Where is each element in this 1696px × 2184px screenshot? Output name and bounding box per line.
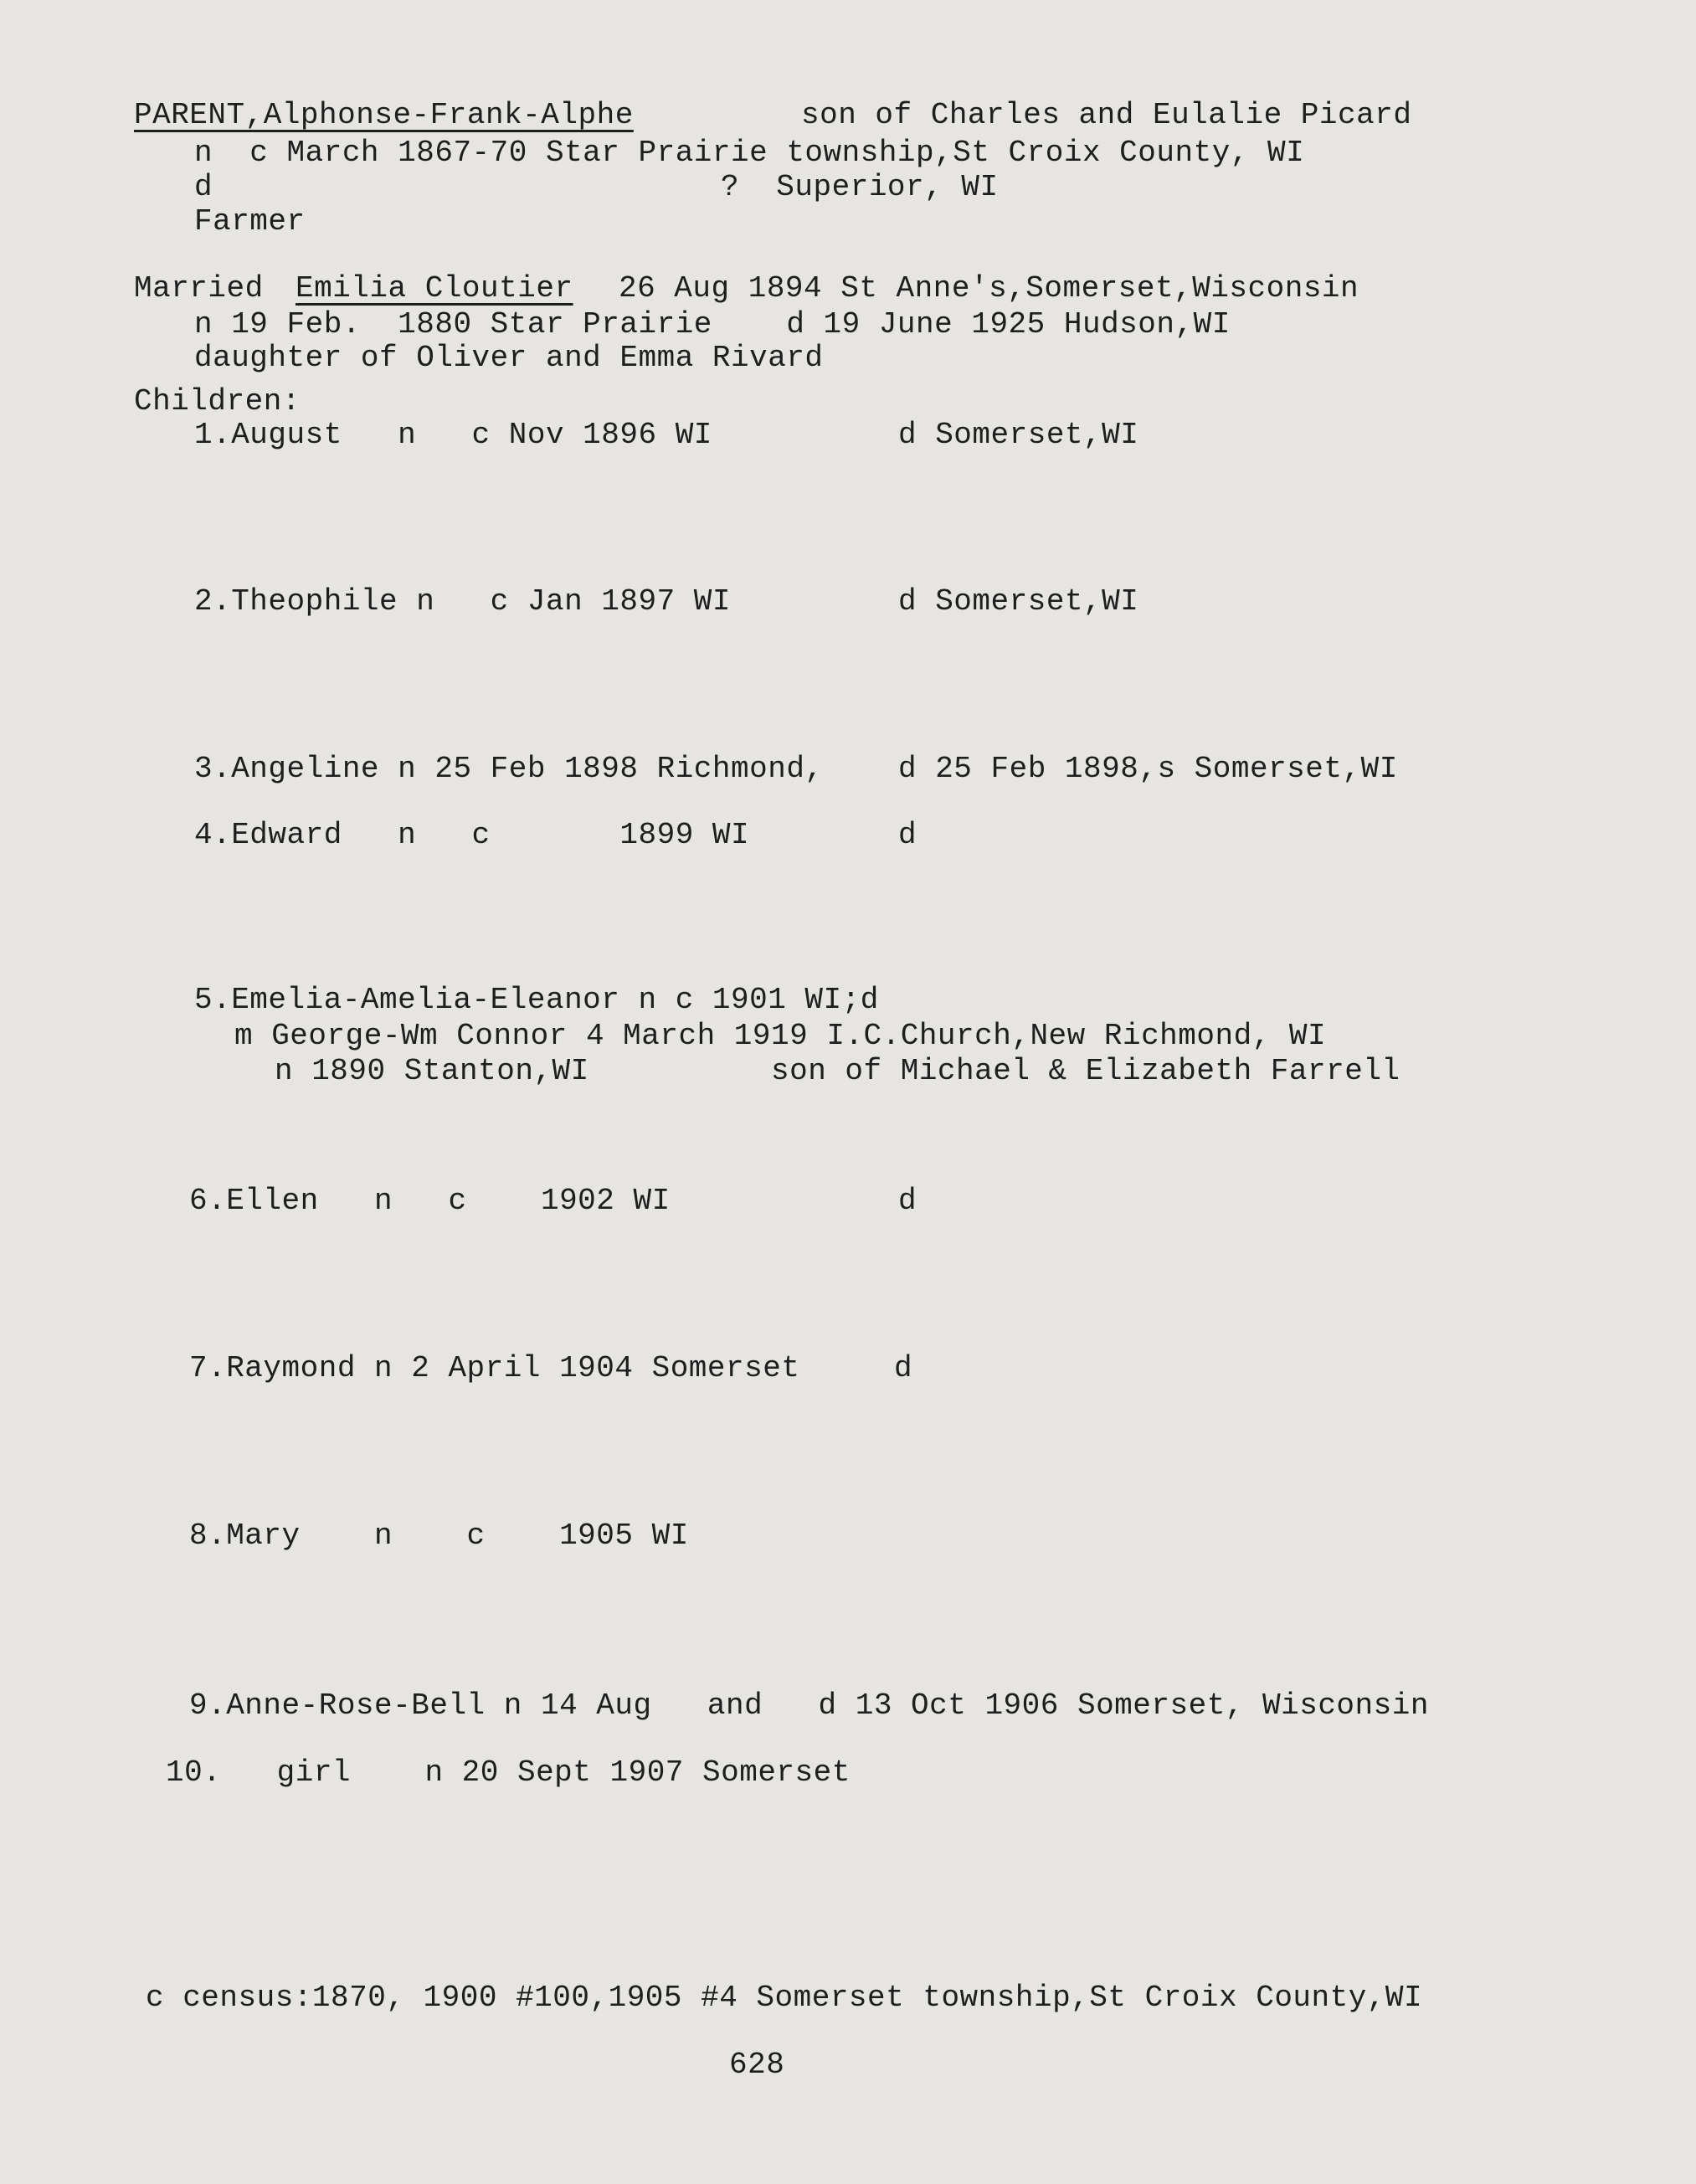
subject-parents: son of Charles and Eulalie Picard (801, 98, 1412, 132)
child-entry: 10. girl n 20 Sept 1907 Somerset (166, 1755, 851, 1790)
child-entry: 6.Ellen n c 1902 WI (189, 1184, 671, 1218)
child-entry: 9.Anne-Rose-Bell n 14 Aug and d 13 Oct 1906 Somerset, Wisconsin (189, 1688, 1429, 1723)
child-death: d (898, 818, 917, 852)
subject-death-prefix: d (194, 170, 213, 204)
marriage-prefix: Married (134, 271, 264, 306)
child-death: d (894, 1351, 913, 1385)
child-death: d 25 Feb 1898,s Somerset,WI (898, 752, 1398, 786)
spouse-birth-death: n 19 Feb. 1880 Star Prairie d 19 June 1925 Hudson,WI (194, 307, 1231, 342)
census-note: c census:1870, 1900 #100,1905 #4 Somerset township,St Croix County,WI (146, 1981, 1423, 2015)
child-entry: 5.Emelia-Amelia-Eleanor n c 1901 WI;d (194, 983, 879, 1017)
child-death: d (898, 1184, 917, 1218)
subject-death-place: ? Superior, WI (721, 170, 999, 204)
child-death: d Somerset,WI (898, 584, 1139, 619)
child-entry: 8.Mary n c 1905 WI (189, 1519, 689, 1553)
subject-occupation: Farmer (194, 204, 306, 239)
child-entry: 2.Theophile n c Jan 1897 WI (194, 584, 732, 619)
spouse-parents: daughter of Oliver and Emma Rivard (194, 341, 824, 375)
children-heading: Children: (134, 384, 301, 419)
subject-name: PARENT,Alphonse-Frank-Alphe (134, 98, 634, 132)
child-spouse-birth: n 1890 Stanton,WI (275, 1054, 589, 1088)
child-marriage: m George-Wm Connor 4 March 1919 I.C.Church,New Richmond, WI (234, 1019, 1327, 1053)
child-entry: 1.August n c Nov 1896 WI (194, 418, 712, 452)
child-death: d Somerset,WI (898, 418, 1139, 452)
child-spouse-parents: son of Michael & Elizabeth Farrell (771, 1054, 1400, 1088)
page-number: 628 (729, 2048, 785, 2082)
subject-birth: n c March 1867-70 Star Prairie township,St Croix County, WI (194, 136, 1305, 170)
spouse-name: Emilia Cloutier (296, 271, 573, 306)
child-entry: 7.Raymond n 2 April 1904 Somerset (189, 1351, 800, 1385)
child-entry: 4.Edward n c 1899 WI (194, 818, 750, 852)
marriage-details: 26 Aug 1894 St Anne's,Somerset,Wisconsin (619, 271, 1359, 306)
child-entry: 3.Angeline n 25 Feb 1898 Richmond, (194, 752, 824, 786)
